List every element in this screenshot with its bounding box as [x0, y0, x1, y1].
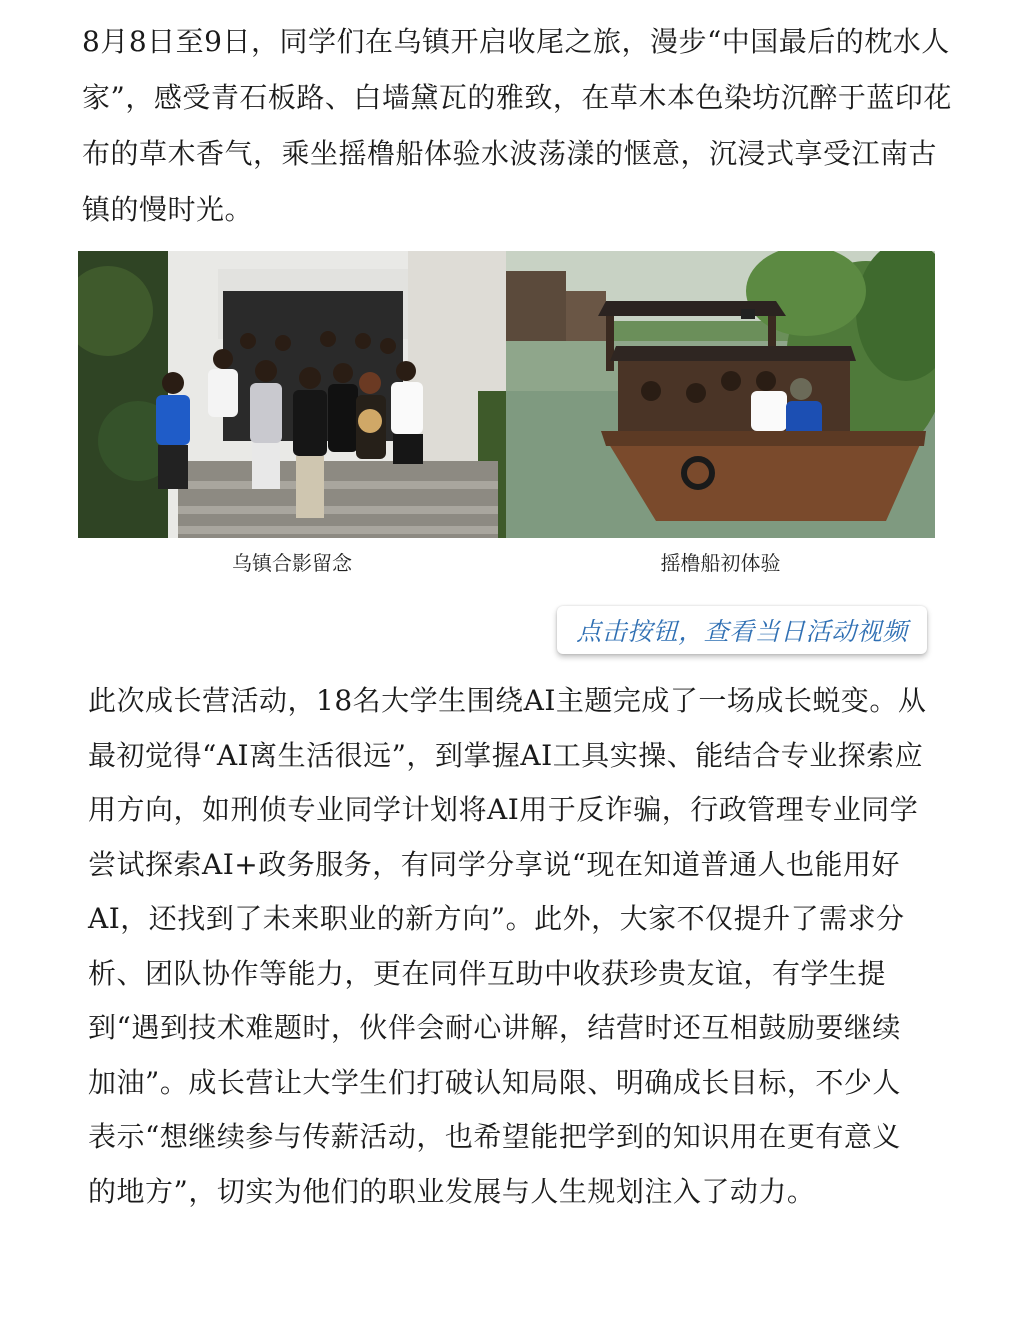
- summary-paragraph: 此次成长营活动，18名大学生围绕AI主题完成了一场成长蜕变。从最初觉得“AI离生活很远”，到掌握AI工具实操、能结合专业探索应用方向，如刑侦专业同学计划将AI用于反诈骗，行政管理专业同学尝试探索AI+政务服务，有同学分享说“现在知道普通人也能用好AI，还找到了未来职业的新方向”。此外，大家不仅提升了需求分析、团队协作等能力，更在同伴互助中收获珍贵友谊，有学生提到“遇到技术难题时，伙伴会耐心讲解，结营时还互相鼓励要继续加油”。成长营让大学生们打破认知局限、明确成长目标，不少人表示“想继续参与传薪活动，也希望能把学到的知识用在更有意义的地方”，切实为他们的职业发展与人生规划注入了动力。: [88, 684, 927, 1208]
- photo-caption-right: 摇橹船初体验: [660, 551, 781, 575]
- group-photo: [78, 251, 506, 538]
- view-video-button-label: 点击按钮，查看当日活动视频: [576, 617, 908, 646]
- photo-caption-left: 乌镇合影留念: [232, 551, 352, 575]
- boat-photo-image: [506, 251, 935, 538]
- view-video-button[interactable]: [557, 606, 927, 654]
- group-photo-image: [78, 251, 506, 538]
- photo-row: [78, 251, 935, 538]
- intro-paragraph: 8月8日至9日，同学们在乌镇开启收尾之旅，漫步“中国最后的枕水人家”，感受青石板路、白墙黛瓦的雅致，在草木本色染坊沉醉于蓝印花布的草木香气，乘坐摇橹船体验水波荡漾的惬意，沉浸式享受江南古镇的慢时光。: [82, 25, 952, 226]
- boat-photo: [506, 251, 935, 538]
